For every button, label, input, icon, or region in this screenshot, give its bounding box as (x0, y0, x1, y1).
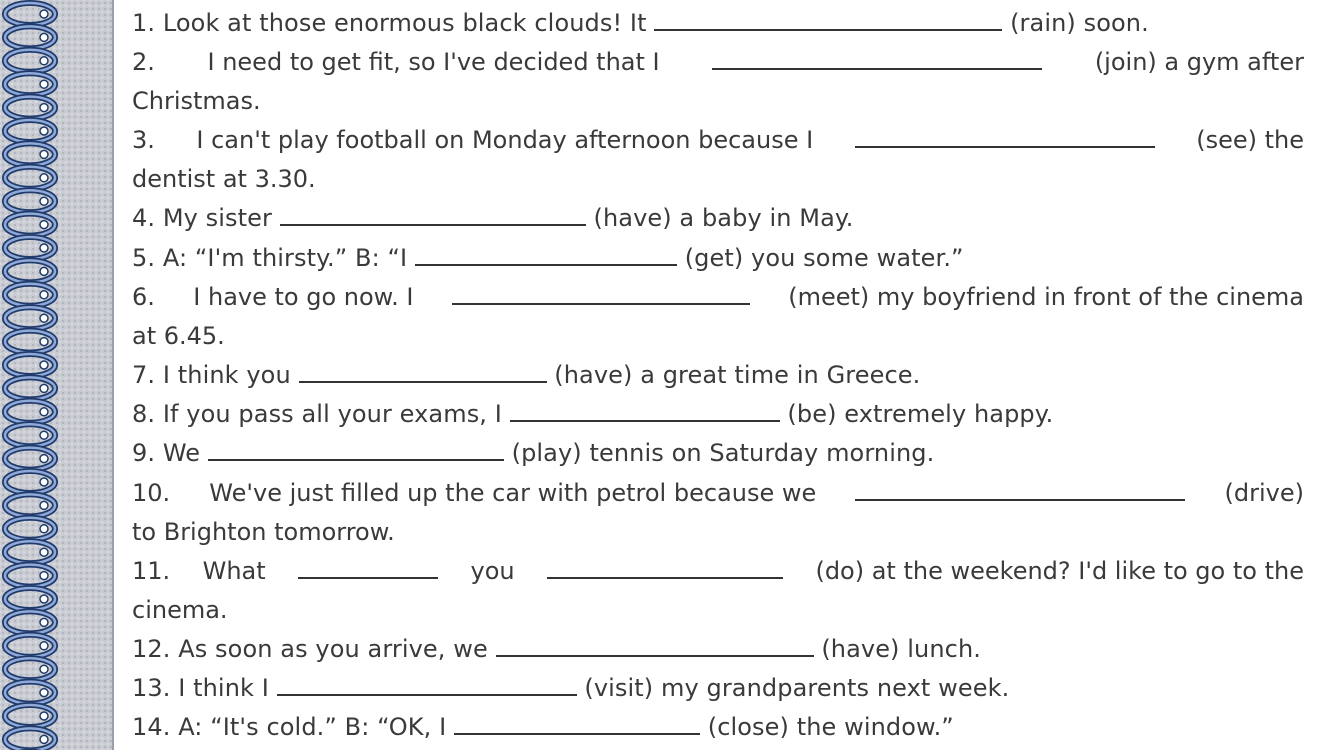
binding-hole (40, 314, 48, 322)
answer-blank[interactable] (510, 398, 780, 422)
item-text-after: (be) extremely happy. (787, 400, 1054, 428)
exercise-item-1 (132, 7, 1149, 38)
answer-blank[interactable] (454, 711, 700, 735)
exercise-item-2 (132, 46, 1304, 116)
item-number: 3. (132, 126, 155, 154)
item-number: 5. (132, 244, 156, 272)
item-continuation: Christmas. (132, 87, 261, 115)
item-text-before: I can't play football on Monday afternoon because I (196, 126, 814, 154)
item-text-before: My sister (162, 204, 273, 232)
item-text-after: (play) tennis on Saturday morning. (511, 439, 935, 467)
binding-hole (40, 548, 48, 556)
exercise-item-4 (132, 202, 854, 233)
item-number: 4. (132, 204, 156, 232)
item-text-before: I have to go now. I (193, 283, 414, 311)
item-text-before: We've just filled up the car with petrol because we (209, 479, 817, 507)
binding-hole (40, 525, 48, 533)
binding-hole (40, 291, 48, 299)
item-number: 8. (132, 400, 156, 428)
item-text-before: If you pass all your exams, I (162, 400, 502, 428)
item-continuation: cinema. (132, 596, 228, 624)
item-text-after: (rain) soon. (1010, 9, 1149, 37)
binding-hole (40, 197, 48, 205)
exercise-item-5 (132, 242, 964, 273)
answer-blank[interactable] (452, 281, 750, 305)
item-text-middle: you (470, 557, 515, 585)
binding-hole (40, 267, 48, 275)
item-text-after: (drive) (1224, 479, 1304, 507)
exercise-item-9 (132, 437, 934, 468)
spiral-binding-strip (0, 0, 114, 750)
item-number: 10. (132, 479, 171, 507)
binding-hole (40, 127, 48, 135)
binding-hole (40, 57, 48, 65)
binding-hole (40, 338, 48, 346)
item-text-after: (meet) my boyfriend in front of the cinema (788, 283, 1304, 311)
item-text-before: A: “I'm thirsty.” B: “I (162, 244, 408, 272)
binding-hole (40, 501, 48, 509)
item-number: 2. (132, 48, 155, 76)
item-text-after: (see) the (1196, 126, 1304, 154)
exercise-item-10 (132, 477, 1304, 547)
binding-hole (40, 572, 48, 580)
item-text-before: As soon as you arrive, we (178, 635, 488, 663)
item-text-after: (have) lunch. (821, 635, 981, 663)
binding-hole (40, 361, 48, 369)
item-text-after: (close) the window.” (707, 713, 954, 741)
exercise-item-14 (132, 711, 954, 742)
item-number: 14. (132, 713, 171, 741)
item-text-before: What (202, 557, 266, 585)
exercise-item-6 (132, 281, 1304, 351)
item-text-before: We (162, 439, 201, 467)
binding-hole (40, 689, 48, 697)
item-text-before: I need to get fit, so I've decided that I (207, 48, 660, 76)
spiral-rings-icon (0, 0, 90, 750)
item-continuation: to Brighton tomorrow. (132, 518, 395, 546)
binding-hole (40, 642, 48, 650)
answer-blank[interactable] (277, 672, 577, 696)
item-number: 13. (132, 674, 171, 702)
item-text-after: (have) a great time in Greece. (554, 361, 921, 389)
answer-blank[interactable] (415, 242, 677, 266)
binding-hole (40, 618, 48, 626)
binding-hole (40, 244, 48, 252)
binding-hole (40, 80, 48, 88)
item-number: 12. (132, 635, 171, 663)
answer-blank[interactable] (208, 437, 504, 461)
binding-hole (40, 384, 48, 392)
item-number: 7. (132, 361, 156, 389)
answer-blank[interactable] (298, 555, 438, 579)
answer-blank[interactable] (712, 46, 1042, 70)
item-text-before: I think I (178, 674, 269, 702)
exercise-item-7 (132, 359, 920, 390)
binding-hole (40, 408, 48, 416)
answer-blank[interactable] (299, 359, 547, 383)
binding-hole (40, 33, 48, 41)
answer-blank[interactable] (547, 555, 783, 579)
answer-blank[interactable] (496, 633, 814, 657)
binding-hole (40, 104, 48, 112)
answer-blank[interactable] (855, 477, 1185, 501)
exercise-item-12 (132, 633, 981, 664)
binding-hole (40, 10, 48, 18)
answer-blank[interactable] (654, 7, 1002, 31)
binding-hole (40, 735, 48, 743)
item-text-after: (have) a baby in May. (593, 204, 854, 232)
exercise-item-8 (132, 398, 1053, 429)
binding-hole (40, 455, 48, 463)
exercise-item-3 (132, 124, 1304, 194)
item-text-after: (join) a gym after (1094, 48, 1304, 76)
item-number: 11. (132, 557, 171, 585)
item-continuation: at 6.45. (132, 322, 225, 350)
answer-blank[interactable] (280, 202, 586, 226)
item-continuation: dentist at 3.30. (132, 165, 316, 193)
binding-hole (40, 221, 48, 229)
item-text-before: Look at those enormous black clouds! It (162, 9, 647, 37)
binding-hole (40, 431, 48, 439)
item-text-before: A: “It's cold.” B: “OK, I (178, 713, 447, 741)
item-number: 9. (132, 439, 156, 467)
binding-hole (40, 665, 48, 673)
binding-hole (40, 174, 48, 182)
binding-hole (40, 712, 48, 720)
item-text-after: (get) you some water.” (684, 244, 964, 272)
binding-hole (40, 478, 48, 486)
item-text-after: (do) at the weekend? I'd like to go to the (815, 557, 1304, 585)
binding-hole (40, 150, 48, 158)
binding-hole (40, 595, 48, 603)
exercise-item-13 (132, 672, 1009, 703)
item-number: 6. (132, 283, 155, 311)
item-number: 1. (132, 9, 156, 37)
answer-blank[interactable] (855, 124, 1155, 148)
item-text-after: (visit) my grandparents next week. (584, 674, 1010, 702)
item-text-before: I think you (162, 361, 291, 389)
exercise-item-11 (132, 555, 1304, 625)
